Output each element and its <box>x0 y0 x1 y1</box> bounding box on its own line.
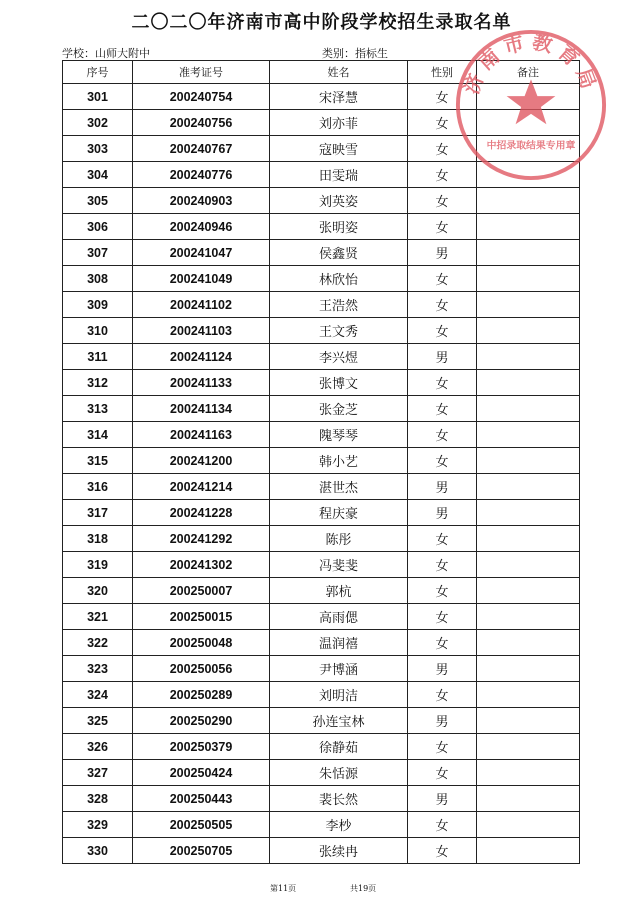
table-row <box>63 708 580 734</box>
cell-gender: 女 <box>408 84 477 110</box>
cell-exam-number: 200250290 <box>133 708 270 734</box>
table-row <box>63 240 580 266</box>
cell-seq: 303 <box>63 136 133 162</box>
table-row <box>63 838 580 864</box>
cell-exam-number: 200241103 <box>133 318 270 344</box>
cell-exam-number: 200241124 <box>133 344 270 370</box>
cell-seq: 325 <box>63 708 133 734</box>
cell-seq: 307 <box>63 240 133 266</box>
cell-name: 冯斐斐 <box>270 552 408 578</box>
cell-seq: 309 <box>63 292 133 318</box>
cell-seq: 313 <box>63 396 133 422</box>
cell-name: 隗琴琴 <box>270 422 408 448</box>
cell-note <box>477 266 580 292</box>
table-row <box>63 344 580 370</box>
table-row <box>63 552 580 578</box>
table-row <box>63 214 580 240</box>
cell-seq: 320 <box>63 578 133 604</box>
cell-seq: 323 <box>63 656 133 682</box>
cell-gender: 女 <box>408 760 477 786</box>
cell-note <box>477 500 580 526</box>
cell-name: 陈彤 <box>270 526 408 552</box>
column-header-name: 姓名 <box>270 61 408 84</box>
cell-gender: 男 <box>408 500 477 526</box>
table-row <box>63 266 580 292</box>
cell-seq: 305 <box>63 188 133 214</box>
cell-note <box>477 474 580 500</box>
table-row <box>63 812 580 838</box>
cell-name: 林欣怡 <box>270 266 408 292</box>
cell-seq: 319 <box>63 552 133 578</box>
cell-name: 温润禧 <box>270 630 408 656</box>
cell-name: 郭杭 <box>270 578 408 604</box>
cell-note <box>477 162 580 188</box>
cell-gender: 女 <box>408 838 477 864</box>
cell-note <box>477 786 580 812</box>
table-row <box>63 760 580 786</box>
cell-exam-number: 200240767 <box>133 136 270 162</box>
cell-note <box>477 84 580 110</box>
cell-name: 湛世杰 <box>270 474 408 500</box>
table-row <box>63 318 580 344</box>
table-row <box>63 448 580 474</box>
cell-seq: 316 <box>63 474 133 500</box>
cell-note <box>477 630 580 656</box>
cell-note <box>477 136 580 162</box>
table-row <box>63 162 580 188</box>
cell-seq: 330 <box>63 838 133 864</box>
cell-exam-number: 200241047 <box>133 240 270 266</box>
cell-name: 韩小艺 <box>270 448 408 474</box>
column-header-seq: 序号 <box>63 61 133 84</box>
cell-seq: 306 <box>63 214 133 240</box>
school-label: 学校：山师大附中 <box>62 47 150 60</box>
cell-seq: 314 <box>63 422 133 448</box>
cell-note <box>477 188 580 214</box>
cell-seq: 321 <box>63 604 133 630</box>
cell-name: 李杪 <box>270 812 408 838</box>
table-row <box>63 188 580 214</box>
cell-note <box>477 604 580 630</box>
cell-note <box>477 422 580 448</box>
cell-note <box>477 734 580 760</box>
cell-name: 王浩然 <box>270 292 408 318</box>
cell-note <box>477 812 580 838</box>
seal-ring-text: 济南市教育局 <box>458 29 604 98</box>
cell-seq: 312 <box>63 370 133 396</box>
cell-seq: 310 <box>63 318 133 344</box>
cell-seq: 329 <box>63 812 133 838</box>
cell-exam-number: 200240776 <box>133 162 270 188</box>
table-body <box>63 84 580 864</box>
document-title: 二〇二〇年济南市高中阶段学校招生录取名单 <box>131 12 512 33</box>
category-label: 类别：指标生 <box>322 47 388 60</box>
cell-exam-number: 200241134 <box>133 396 270 422</box>
cell-seq: 301 <box>63 84 133 110</box>
cell-gender: 女 <box>408 552 477 578</box>
cell-gender: 女 <box>408 526 477 552</box>
table-row <box>63 292 580 318</box>
table-row <box>63 630 580 656</box>
cell-name: 侯鑫贤 <box>270 240 408 266</box>
page-total: 共19页 <box>350 884 377 893</box>
cell-gender: 女 <box>408 604 477 630</box>
cell-gender: 女 <box>408 188 477 214</box>
table-row <box>63 786 580 812</box>
cell-gender: 女 <box>408 422 477 448</box>
table-header <box>63 61 580 84</box>
cell-gender: 女 <box>408 578 477 604</box>
cell-name: 刘亦菲 <box>270 110 408 136</box>
cell-name: 尹博涵 <box>270 656 408 682</box>
cell-exam-number: 200240754 <box>133 84 270 110</box>
cell-gender: 女 <box>408 630 477 656</box>
cell-seq: 302 <box>63 110 133 136</box>
cell-gender: 男 <box>408 786 477 812</box>
page-number: 第11页 <box>270 884 297 893</box>
cell-seq: 311 <box>63 344 133 370</box>
table-row <box>63 500 580 526</box>
cell-exam-number: 200241228 <box>133 500 270 526</box>
cell-exam-number: 200250505 <box>133 812 270 838</box>
table-row <box>63 656 580 682</box>
cell-name: 孙连宝林 <box>270 708 408 734</box>
cell-exam-number: 200250705 <box>133 838 270 864</box>
table-row <box>63 474 580 500</box>
table-row <box>63 604 580 630</box>
cell-note <box>477 656 580 682</box>
cell-name: 朱恬源 <box>270 760 408 786</box>
cell-note <box>477 344 580 370</box>
table-row <box>63 682 580 708</box>
cell-seq: 315 <box>63 448 133 474</box>
cell-gender: 女 <box>408 812 477 838</box>
cell-name: 裴长然 <box>270 786 408 812</box>
cell-exam-number: 200250015 <box>133 604 270 630</box>
cell-note <box>477 214 580 240</box>
cell-name: 高雨偲 <box>270 604 408 630</box>
table-row <box>63 526 580 552</box>
cell-exam-number: 200241214 <box>133 474 270 500</box>
admission-table <box>62 60 580 864</box>
cell-exam-number: 200241163 <box>133 422 270 448</box>
cell-name: 寇映雪 <box>270 136 408 162</box>
cell-gender: 男 <box>408 344 477 370</box>
cell-gender: 女 <box>408 214 477 240</box>
cell-note <box>477 396 580 422</box>
cell-note <box>477 708 580 734</box>
cell-note <box>477 682 580 708</box>
cell-name: 李兴煜 <box>270 344 408 370</box>
cell-gender: 女 <box>408 162 477 188</box>
cell-note <box>477 110 580 136</box>
table-row <box>63 84 580 110</box>
cell-gender: 女 <box>408 370 477 396</box>
cell-seq: 324 <box>63 682 133 708</box>
cell-exam-number: 200241133 <box>133 370 270 396</box>
cell-seq: 327 <box>63 760 133 786</box>
cell-seq: 318 <box>63 526 133 552</box>
cell-gender: 女 <box>408 396 477 422</box>
cell-seq: 328 <box>63 786 133 812</box>
cell-exam-number: 200240756 <box>133 110 270 136</box>
table-row <box>63 136 580 162</box>
cell-name: 张明姿 <box>270 214 408 240</box>
table-row <box>63 578 580 604</box>
cell-note <box>477 526 580 552</box>
cell-exam-number: 200250056 <box>133 656 270 682</box>
cell-exam-number: 200241200 <box>133 448 270 474</box>
cell-exam-number: 200250048 <box>133 630 270 656</box>
cell-seq: 322 <box>63 630 133 656</box>
table-row <box>63 370 580 396</box>
cell-name: 张续冉 <box>270 838 408 864</box>
cell-name: 田雯瑞 <box>270 162 408 188</box>
cell-note <box>477 760 580 786</box>
column-header-gender: 性别 <box>408 61 477 84</box>
table-row <box>63 734 580 760</box>
cell-name: 程庆豪 <box>270 500 408 526</box>
cell-seq: 326 <box>63 734 133 760</box>
cell-note <box>477 370 580 396</box>
table-row <box>63 396 580 422</box>
cell-gender: 女 <box>408 266 477 292</box>
cell-exam-number: 200250289 <box>133 682 270 708</box>
cell-exam-number: 200241102 <box>133 292 270 318</box>
cell-gender: 女 <box>408 110 477 136</box>
cell-gender: 男 <box>408 474 477 500</box>
cell-note <box>477 552 580 578</box>
cell-exam-number: 200241292 <box>133 526 270 552</box>
cell-name: 徐静茹 <box>270 734 408 760</box>
cell-exam-number: 200250007 <box>133 578 270 604</box>
cell-note <box>477 448 580 474</box>
cell-name: 刘明洁 <box>270 682 408 708</box>
cell-note <box>477 578 580 604</box>
cell-exam-number: 200240903 <box>133 188 270 214</box>
cell-gender: 女 <box>408 734 477 760</box>
cell-exam-number: 200241049 <box>133 266 270 292</box>
cell-seq: 317 <box>63 500 133 526</box>
cell-gender: 男 <box>408 708 477 734</box>
cell-gender: 男 <box>408 656 477 682</box>
cell-name: 刘英姿 <box>270 188 408 214</box>
cell-gender: 女 <box>408 292 477 318</box>
table-row <box>63 422 580 448</box>
cell-seq: 308 <box>63 266 133 292</box>
cell-gender: 男 <box>408 240 477 266</box>
cell-gender: 女 <box>408 136 477 162</box>
cell-note <box>477 318 580 344</box>
cell-name: 张金芝 <box>270 396 408 422</box>
cell-name: 张博文 <box>270 370 408 396</box>
cell-note <box>477 838 580 864</box>
cell-seq: 304 <box>63 162 133 188</box>
cell-exam-number: 200241302 <box>133 552 270 578</box>
cell-gender: 女 <box>408 318 477 344</box>
cell-exam-number: 200250443 <box>133 786 270 812</box>
cell-note <box>477 292 580 318</box>
seal-bottom-text: 中招录取结果专用章 <box>486 140 576 152</box>
cell-gender: 女 <box>408 682 477 708</box>
cell-exam-number: 200240946 <box>133 214 270 240</box>
header-row <box>63 61 580 84</box>
column-header-note: 备注 <box>477 61 580 84</box>
cell-name: 宋泽慧 <box>270 84 408 110</box>
cell-name: 王文秀 <box>270 318 408 344</box>
table-row <box>63 110 580 136</box>
cell-exam-number: 200250424 <box>133 760 270 786</box>
cell-exam-number: 200250379 <box>133 734 270 760</box>
column-header-number: 准考证号 <box>133 61 270 84</box>
cell-note <box>477 240 580 266</box>
cell-gender: 女 <box>408 448 477 474</box>
